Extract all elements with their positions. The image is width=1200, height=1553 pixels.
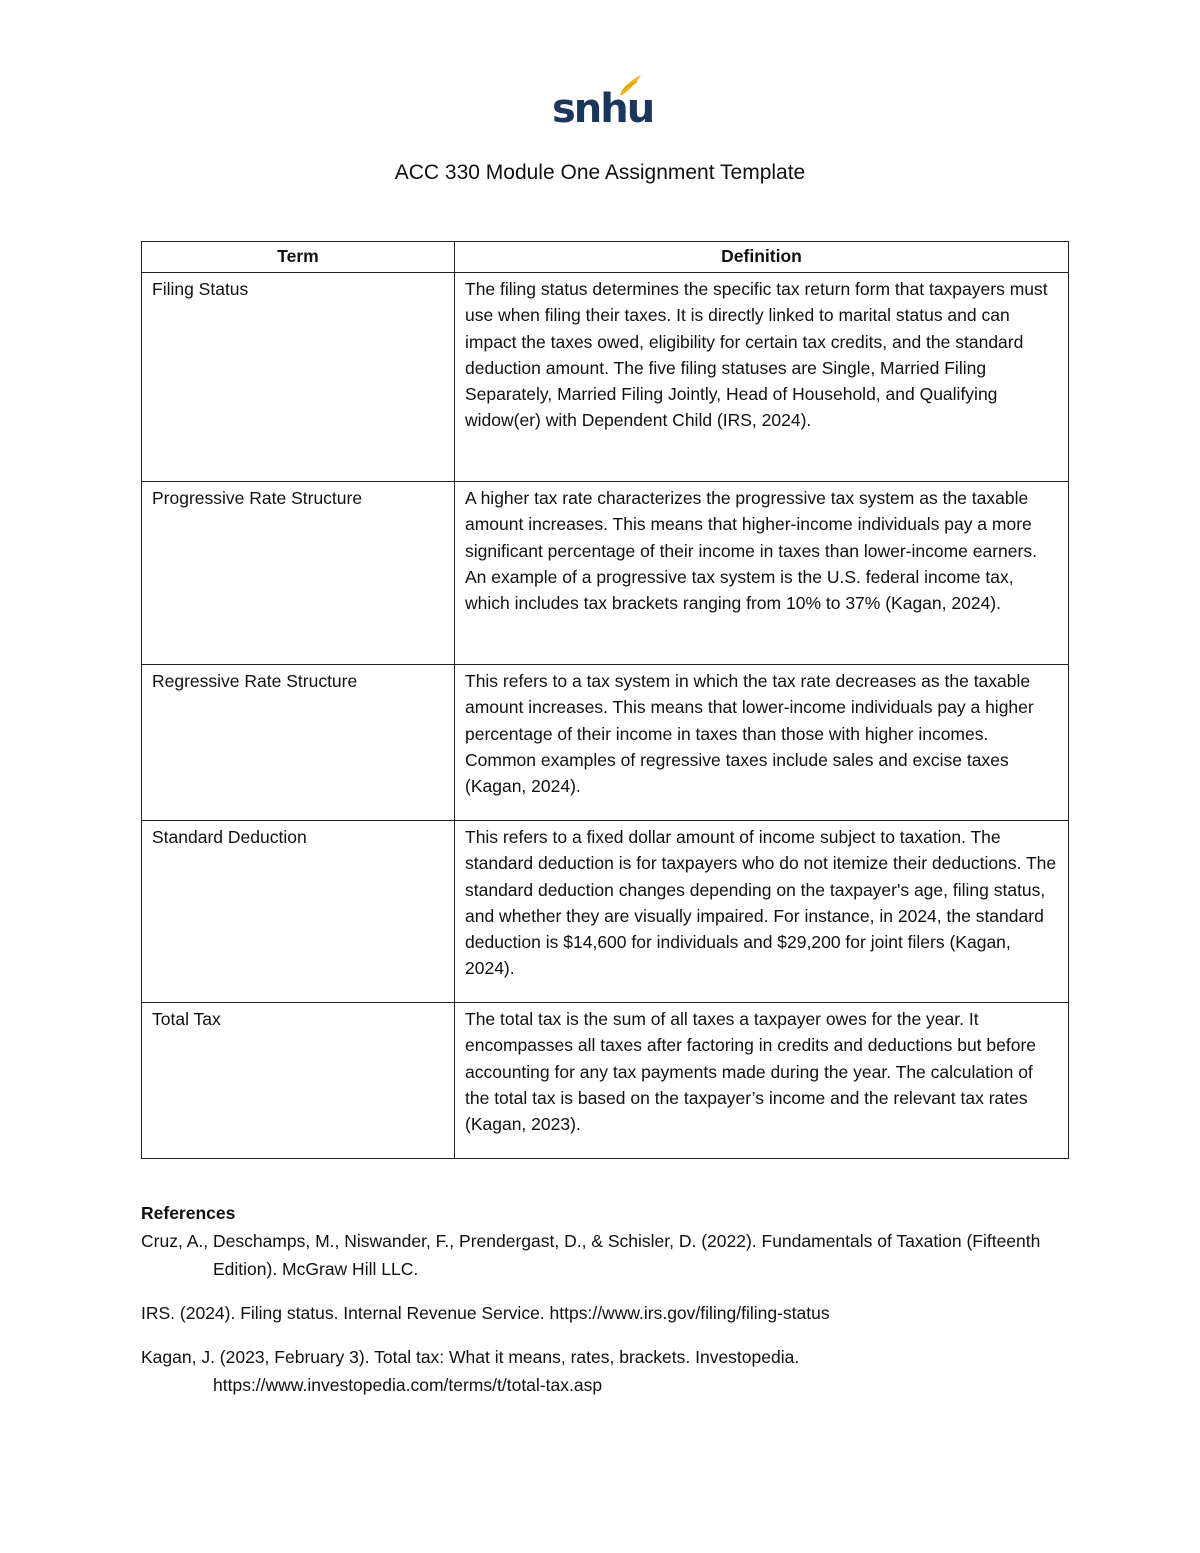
references-section [141, 1199, 1071, 1415]
snhu-logo [552, 74, 654, 134]
definition-cell: This refers to a tax system in which the tax rate decreases as the taxable amount increases. This means that lower-income individuals pay a higher percentage of their income in taxes than those with higher incomes. Common examples of regressive taxes include sales and excise taxes (Kagan, 2024). [455, 665, 1069, 821]
header-definition: Definition [455, 242, 1069, 273]
table-row [142, 273, 1069, 482]
terms-table [141, 241, 1069, 1159]
definition-cell: The filing status determines the specific tax return form that taxpayers must use when filing their taxes. It is directly linked to marital status and can impact the taxes owed, eligibility for certain tax credits, and the standard deduction amount. The five filing statuses are Single, Married Filing Separately, Married Filing Jointly, Head of Household, and Qualifying widow(er) with Dependent Child (IRS, 2024). [455, 273, 1069, 482]
term-cell: Standard Deduction [142, 821, 455, 1003]
term-cell: Total Tax [142, 1003, 455, 1159]
header-term: Term [142, 242, 455, 273]
definition-cell: A higher tax rate characterizes the progressive tax system as the taxable amount increases. This means that higher-income individuals pay a more significant percentage of their income in taxes than lower-income earners. An example of a progressive tax system is the U.S. federal income tax, which includes tax brackets ranging from 10% to 37% (Kagan, 2024). [455, 482, 1069, 665]
logo-wordmark: snhu [552, 86, 654, 132]
definition-cell: This refers to a fixed dollar amount of income subject to taxation. The standard deduction is for taxpayers who do not itemize their deductions. The standard deduction changes depending on the taxpayer's age, filing status, and whether they are visually impaired. For instance, in 2024, the standard deduction is $14,600 for individuals and $29,200 for joint filers (Kagan, 2024). [455, 821, 1069, 1003]
table-row [142, 665, 1069, 821]
table-row [142, 821, 1069, 1003]
table-row [142, 482, 1069, 665]
page-title: ACC 330 Module One Assignment Template [394, 161, 806, 184]
term-cell: Regressive Rate Structure [142, 665, 455, 821]
definition-cell: The total tax is the sum of all taxes a taxpayer owes for the year. It encompasses all taxes after factoring in credits and deductions but before accounting for any tax payments made during the year. The calculation of the total tax is based on the taxpayer’s income and the relevant tax rates (Kagan, 2023). [455, 1003, 1069, 1159]
table-header-row [142, 242, 1069, 273]
reference-item: Cruz, A., Deschamps, M., Niswander, F., Prendergast, D., & Schisler, D. (2022). Fundamentals of Taxation (Fifteenth Edition). McGraw Hill LLC. [141, 1231, 1041, 1279]
term-cell: Progressive Rate Structure [142, 482, 455, 665]
references-heading: References [141, 1203, 236, 1223]
reference-item: Kagan, J. (2023, February 3). Total tax: What it means, rates, brackets. Investopedia. https://www.investopedia.com/terms/t/total-tax.asp [141, 1347, 800, 1395]
term-cell: Filing Status [142, 273, 455, 482]
reference-item: IRS. (2024). Filing status. Internal Revenue Service. https://www.irs.gov/filing/filing-status [141, 1303, 830, 1323]
table-row [142, 1003, 1069, 1159]
